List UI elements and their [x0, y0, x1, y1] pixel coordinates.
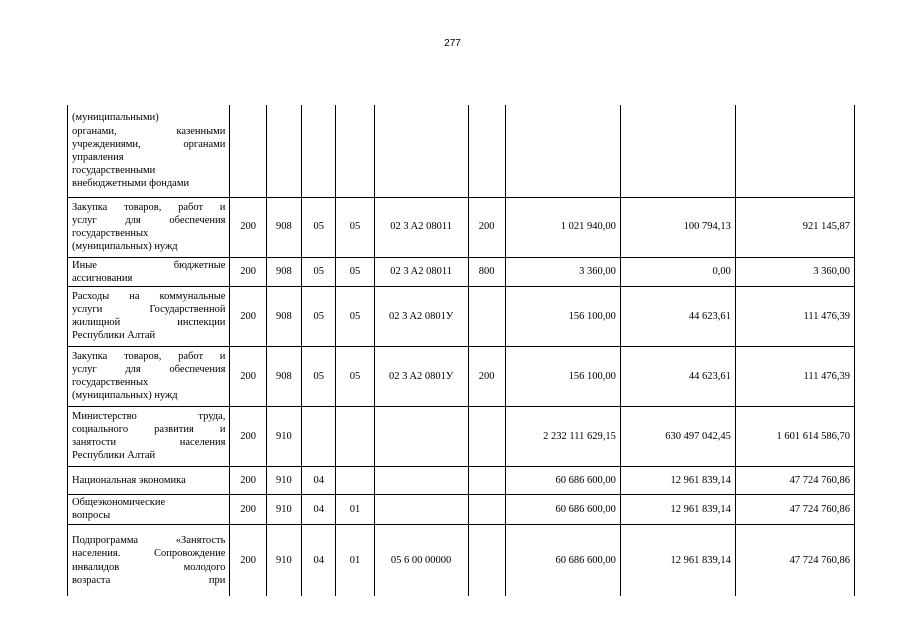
subsection-code-cell: [336, 406, 374, 466]
row-name-line: (муниципальных) нужд: [72, 390, 178, 402]
remaining-amount-cell: 47 724 760,86: [735, 466, 854, 494]
section-code-cell: [302, 406, 336, 466]
table-row: [68, 105, 855, 197]
subsection-code-cell: [336, 466, 374, 494]
grbs-code-cell: 908: [266, 346, 301, 406]
row-name-line: внебюджетными фондами: [72, 178, 190, 189]
row-name-line: населения. Сопровождение: [72, 548, 226, 560]
row-name-line: Республики Алтай: [72, 450, 156, 462]
section-code-cell: 04: [302, 466, 336, 494]
remaining-amount-cell: 111 476,39: [735, 286, 854, 346]
table-row: [68, 524, 855, 596]
target-article-cell: 05 6 00 00000: [374, 524, 468, 596]
expense-type-cell: [468, 105, 505, 197]
row-name-line: услуг для обеспечения: [72, 214, 226, 226]
planned-amount-cell: 60 686 600,00: [505, 494, 620, 524]
row-name-line: услуг для обеспечения: [72, 364, 226, 376]
subsection-code-cell: 05: [336, 257, 374, 286]
planned-amount-cell: 2 232 111 629,15: [505, 406, 620, 466]
expense-type-cell: [468, 524, 505, 596]
expense-type-cell: [468, 494, 505, 524]
subsection-code-cell: [336, 105, 374, 197]
row-name-line: Общеэкономические: [72, 497, 166, 509]
planned-amount-cell: 60 686 600,00: [505, 466, 620, 494]
row-name-line: Расходы на коммунальные: [72, 291, 226, 302]
admin-code-cell: 200: [230, 257, 266, 286]
row-name-line: социального развития и: [72, 424, 226, 436]
row-name-cell: [68, 197, 230, 257]
page-number: 277: [444, 38, 461, 49]
row-name-line: инвалидов молодого: [72, 561, 226, 573]
expense-type-cell: [468, 406, 505, 466]
expense-type-cell: [468, 466, 505, 494]
section-code-cell: [302, 105, 336, 197]
expense-type-cell: 800: [468, 257, 505, 286]
grbs-code-cell: [266, 105, 301, 197]
target-article-cell: 02 3 A2 08011: [374, 257, 468, 286]
remaining-amount-cell: 47 724 760,86: [735, 524, 854, 596]
target-article-cell: 02 3 A2 0801У: [374, 286, 468, 346]
target-article-cell: 02 3 A2 08011: [374, 197, 468, 257]
planned-amount-cell: 3 360,00: [505, 257, 620, 286]
row-name-cell: [68, 105, 230, 197]
row-name-line: Подпрограмма «Занятость: [72, 535, 226, 547]
admin-code-cell: 200: [230, 466, 266, 494]
row-name-line: учреждениями, органами: [72, 138, 226, 150]
budget-table: [67, 105, 855, 596]
row-name-line: государственных: [72, 377, 149, 389]
remaining-amount-cell: 921 145,87: [735, 197, 854, 257]
grbs-code-cell: 908: [266, 197, 301, 257]
row-name-line: возраста при: [72, 574, 226, 586]
executed-amount-cell: 12 961 839,14: [620, 466, 735, 494]
row-name-line: услуги Государственной: [72, 304, 226, 316]
target-article-cell: 02 3 A2 0801У: [374, 346, 468, 406]
admin-code-cell: 200: [230, 197, 266, 257]
row-name-line: государственных: [72, 228, 149, 239]
row-name-line: Министерство труда,: [72, 411, 226, 422]
grbs-code-cell: 910: [266, 406, 301, 466]
table-row: [68, 257, 855, 286]
remaining-amount-cell: [735, 105, 854, 197]
grbs-code-cell: 908: [266, 286, 301, 346]
row-name-line: органами, казенными: [72, 125, 226, 137]
expense-type-cell: 200: [468, 197, 505, 257]
admin-code-cell: 200: [230, 406, 266, 466]
row-name-line: Национальная экономика: [72, 474, 186, 486]
table-row: [68, 346, 855, 406]
expense-type-cell: [468, 286, 505, 346]
row-name-line: занятости населения: [72, 437, 226, 449]
table-row: [68, 406, 855, 466]
section-code-cell: 05: [302, 286, 336, 346]
row-name-line: (муниципальными): [72, 112, 159, 124]
planned-amount-cell: 156 100,00: [505, 286, 620, 346]
planned-amount-cell: 1 021 940,00: [505, 197, 620, 257]
remaining-amount-cell: 3 360,00: [735, 257, 854, 286]
admin-code-cell: 200: [230, 346, 266, 406]
executed-amount-cell: 0,00: [620, 257, 735, 286]
executed-amount-cell: [620, 105, 735, 197]
subsection-code-cell: 05: [336, 197, 374, 257]
executed-amount-cell: 630 497 042,45: [620, 406, 735, 466]
section-code-cell: 05: [302, 346, 336, 406]
row-name-line: Иные бюджетные: [72, 259, 226, 271]
row-name-line: государственными: [72, 164, 156, 176]
subsection-code-cell: 05: [336, 346, 374, 406]
expense-type-cell: 200: [468, 346, 505, 406]
row-name-cell: [68, 524, 230, 596]
planned-amount-cell: [505, 105, 620, 197]
planned-amount-cell: 60 686 600,00: [505, 524, 620, 596]
executed-amount-cell: 44 623,61: [620, 286, 735, 346]
row-name-cell: [68, 466, 230, 494]
table-row: [68, 197, 855, 257]
planned-amount-cell: 156 100,00: [505, 346, 620, 406]
admin-code-cell: 200: [230, 286, 266, 346]
remaining-amount-cell: 111 476,39: [735, 346, 854, 406]
row-name-cell: [68, 286, 230, 346]
executed-amount-cell: 100 794,13: [620, 197, 735, 257]
executed-amount-cell: 12 961 839,14: [620, 524, 735, 596]
target-article-cell: [374, 105, 468, 197]
grbs-code-cell: 910: [266, 494, 301, 524]
row-name-line: ассигнования: [72, 272, 133, 284]
row-name-cell: [68, 346, 230, 406]
row-name-line: Закупка товаров, работ и: [72, 201, 226, 213]
target-article-cell: [374, 494, 468, 524]
row-name-line: вопросы: [72, 510, 111, 522]
admin-code-cell: 200: [230, 494, 266, 524]
admin-code-cell: 200: [230, 524, 266, 596]
row-name-line: управления: [72, 151, 124, 163]
table-row: [68, 494, 855, 524]
subsection-code-cell: 05: [336, 286, 374, 346]
section-code-cell: 05: [302, 257, 336, 286]
grbs-code-cell: 910: [266, 466, 301, 494]
subsection-code-cell: 01: [336, 524, 374, 596]
row-name-line: (муниципальных) нужд: [72, 241, 178, 253]
row-name-line: Республики Алтай: [72, 330, 156, 342]
section-code-cell: 04: [302, 524, 336, 596]
admin-code-cell: [230, 105, 266, 197]
remaining-amount-cell: 47 724 760,86: [735, 494, 854, 524]
row-name-cell: [68, 406, 230, 466]
executed-amount-cell: 44 623,61: [620, 346, 735, 406]
row-name-line: Закупка товаров, работ и: [72, 351, 226, 362]
executed-amount-cell: 12 961 839,14: [620, 494, 735, 524]
table-row: [68, 466, 855, 494]
grbs-code-cell: 908: [266, 257, 301, 286]
target-article-cell: [374, 406, 468, 466]
table-row: [68, 286, 855, 346]
remaining-amount-cell: 1 601 614 586,70: [735, 406, 854, 466]
row-name-cell: [68, 494, 230, 524]
row-name-cell: [68, 257, 230, 286]
subsection-code-cell: 01: [336, 494, 374, 524]
target-article-cell: [374, 466, 468, 494]
grbs-code-cell: 910: [266, 524, 301, 596]
section-code-cell: 04: [302, 494, 336, 524]
row-name-line: жилищной инспекции: [72, 317, 226, 329]
section-code-cell: 05: [302, 197, 336, 257]
